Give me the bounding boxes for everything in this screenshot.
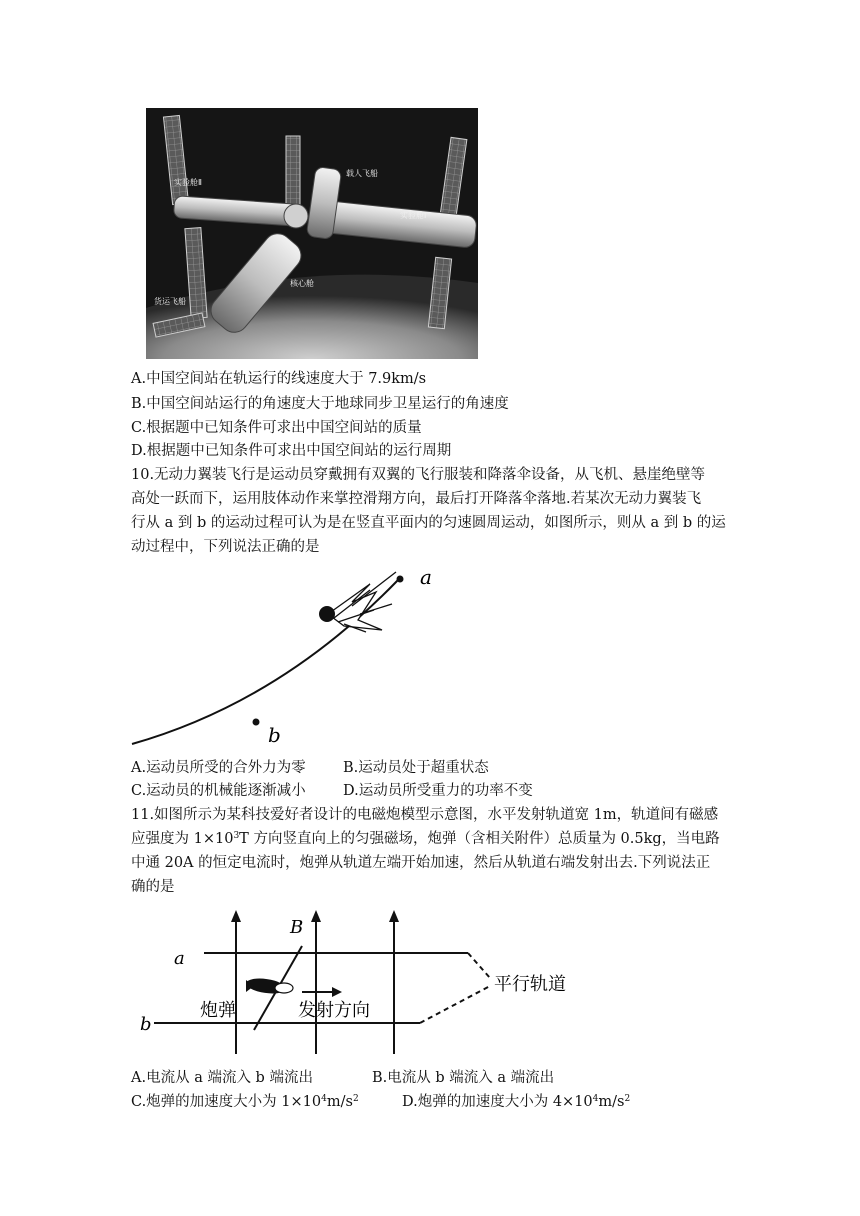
q10-option-b: B.运动员处于超重状态	[343, 760, 489, 776]
point-a-dot	[397, 576, 404, 583]
q11-stem-line4: 确的是	[131, 879, 175, 895]
label-rail-a: a	[174, 948, 185, 969]
q10-stem-line3: 行从 a 到 b 的运动过程可认为是在竖直平面内的匀速圆周运动，如图所示，则从 a 到 b 的运	[131, 515, 726, 531]
q11-option-d: D.炮弹的加速度大小为 $4\times 10^4m/s^2$	[402, 1094, 631, 1110]
railgun-figure	[138, 906, 598, 1058]
label-a: a	[420, 565, 432, 589]
label-direction: 发射方向	[298, 1000, 370, 1021]
q10-stem-line4: 动过程中，下列说法正确的是	[131, 539, 320, 555]
q11-stem-line2: 应强度为 $1\times 10^3T$ 方向竖直向上的匀强磁场，炮弹（含相关附件）总质量为 0.5kg，当电路	[131, 831, 720, 847]
q10-option-a: A.运动员所受的合外力为零	[131, 760, 306, 776]
label-crew: 载人飞船	[346, 169, 378, 178]
q11-option-a: A.电流从 a 端流入 b 端流出	[131, 1070, 313, 1086]
label-shell: 炮弹	[200, 1000, 236, 1021]
q9-option-a: A.中国空间站在轨运行的线速度大于 7.9km/s	[131, 371, 427, 387]
label-rail-b: b	[140, 1014, 152, 1035]
label-b: b	[268, 723, 281, 747]
q9-option-c: C.根据题中已知条件可求出中国空间站的质量	[131, 420, 422, 436]
wingsuit-flyer	[328, 572, 396, 632]
q11-stem-line3: 中通 20A 的恒定电流时，炮弹从轨道左端开始加速，然后从轨道右端发射出去.下列说法正	[131, 855, 711, 871]
label-core: 核心舱	[290, 279, 314, 288]
q11-option-b: B.电流从 b 端流入 a 端流出	[372, 1070, 555, 1086]
q11-option-c: C.炮弹的加速度大小为 $1\times 10^4m/s^2$	[131, 1094, 359, 1110]
space-station-figure	[146, 108, 478, 359]
q9-option-d: D.根据题中已知条件可求出中国空间站的运行周期	[131, 443, 452, 459]
label-lab1: 实验舱Ⅰ	[400, 211, 427, 220]
label-field-B: B	[290, 917, 304, 938]
q10-option-c: C.运动员的机械能逐渐减小	[131, 783, 306, 799]
q10-stem-line2: 高处一跃而下，运用肢体动作来掌控滑翔方向，最后打开降落伞落地.若某次无动力翼装飞	[131, 491, 702, 507]
point-b-dot	[253, 719, 260, 726]
shell-icon	[245, 976, 293, 995]
wingsuit-arc-figure	[130, 562, 450, 752]
label-cargo: 货运飞船	[154, 297, 186, 306]
label-rails: 平行轨道	[494, 974, 566, 995]
q10-stem-line1: 10.无动力翼装飞行是运动员穿戴拥有双翼的飞行服装和降落伞设备，从飞机、悬崖绝壁等	[131, 467, 706, 483]
label-lab2: 实验舱Ⅱ	[174, 178, 202, 187]
q9-option-b: B.中国空间站运行的角速度大于地球同步卫星运行的角速度	[131, 396, 509, 412]
q10-option-d: D.运动员所受重力的功率不变	[343, 783, 533, 799]
q11-stem-line1: 11.如图所示为某科技爱好者设计的电磁炮模型示意图，水平发射轨道宽 1m，轨道间有磁感	[131, 807, 719, 823]
